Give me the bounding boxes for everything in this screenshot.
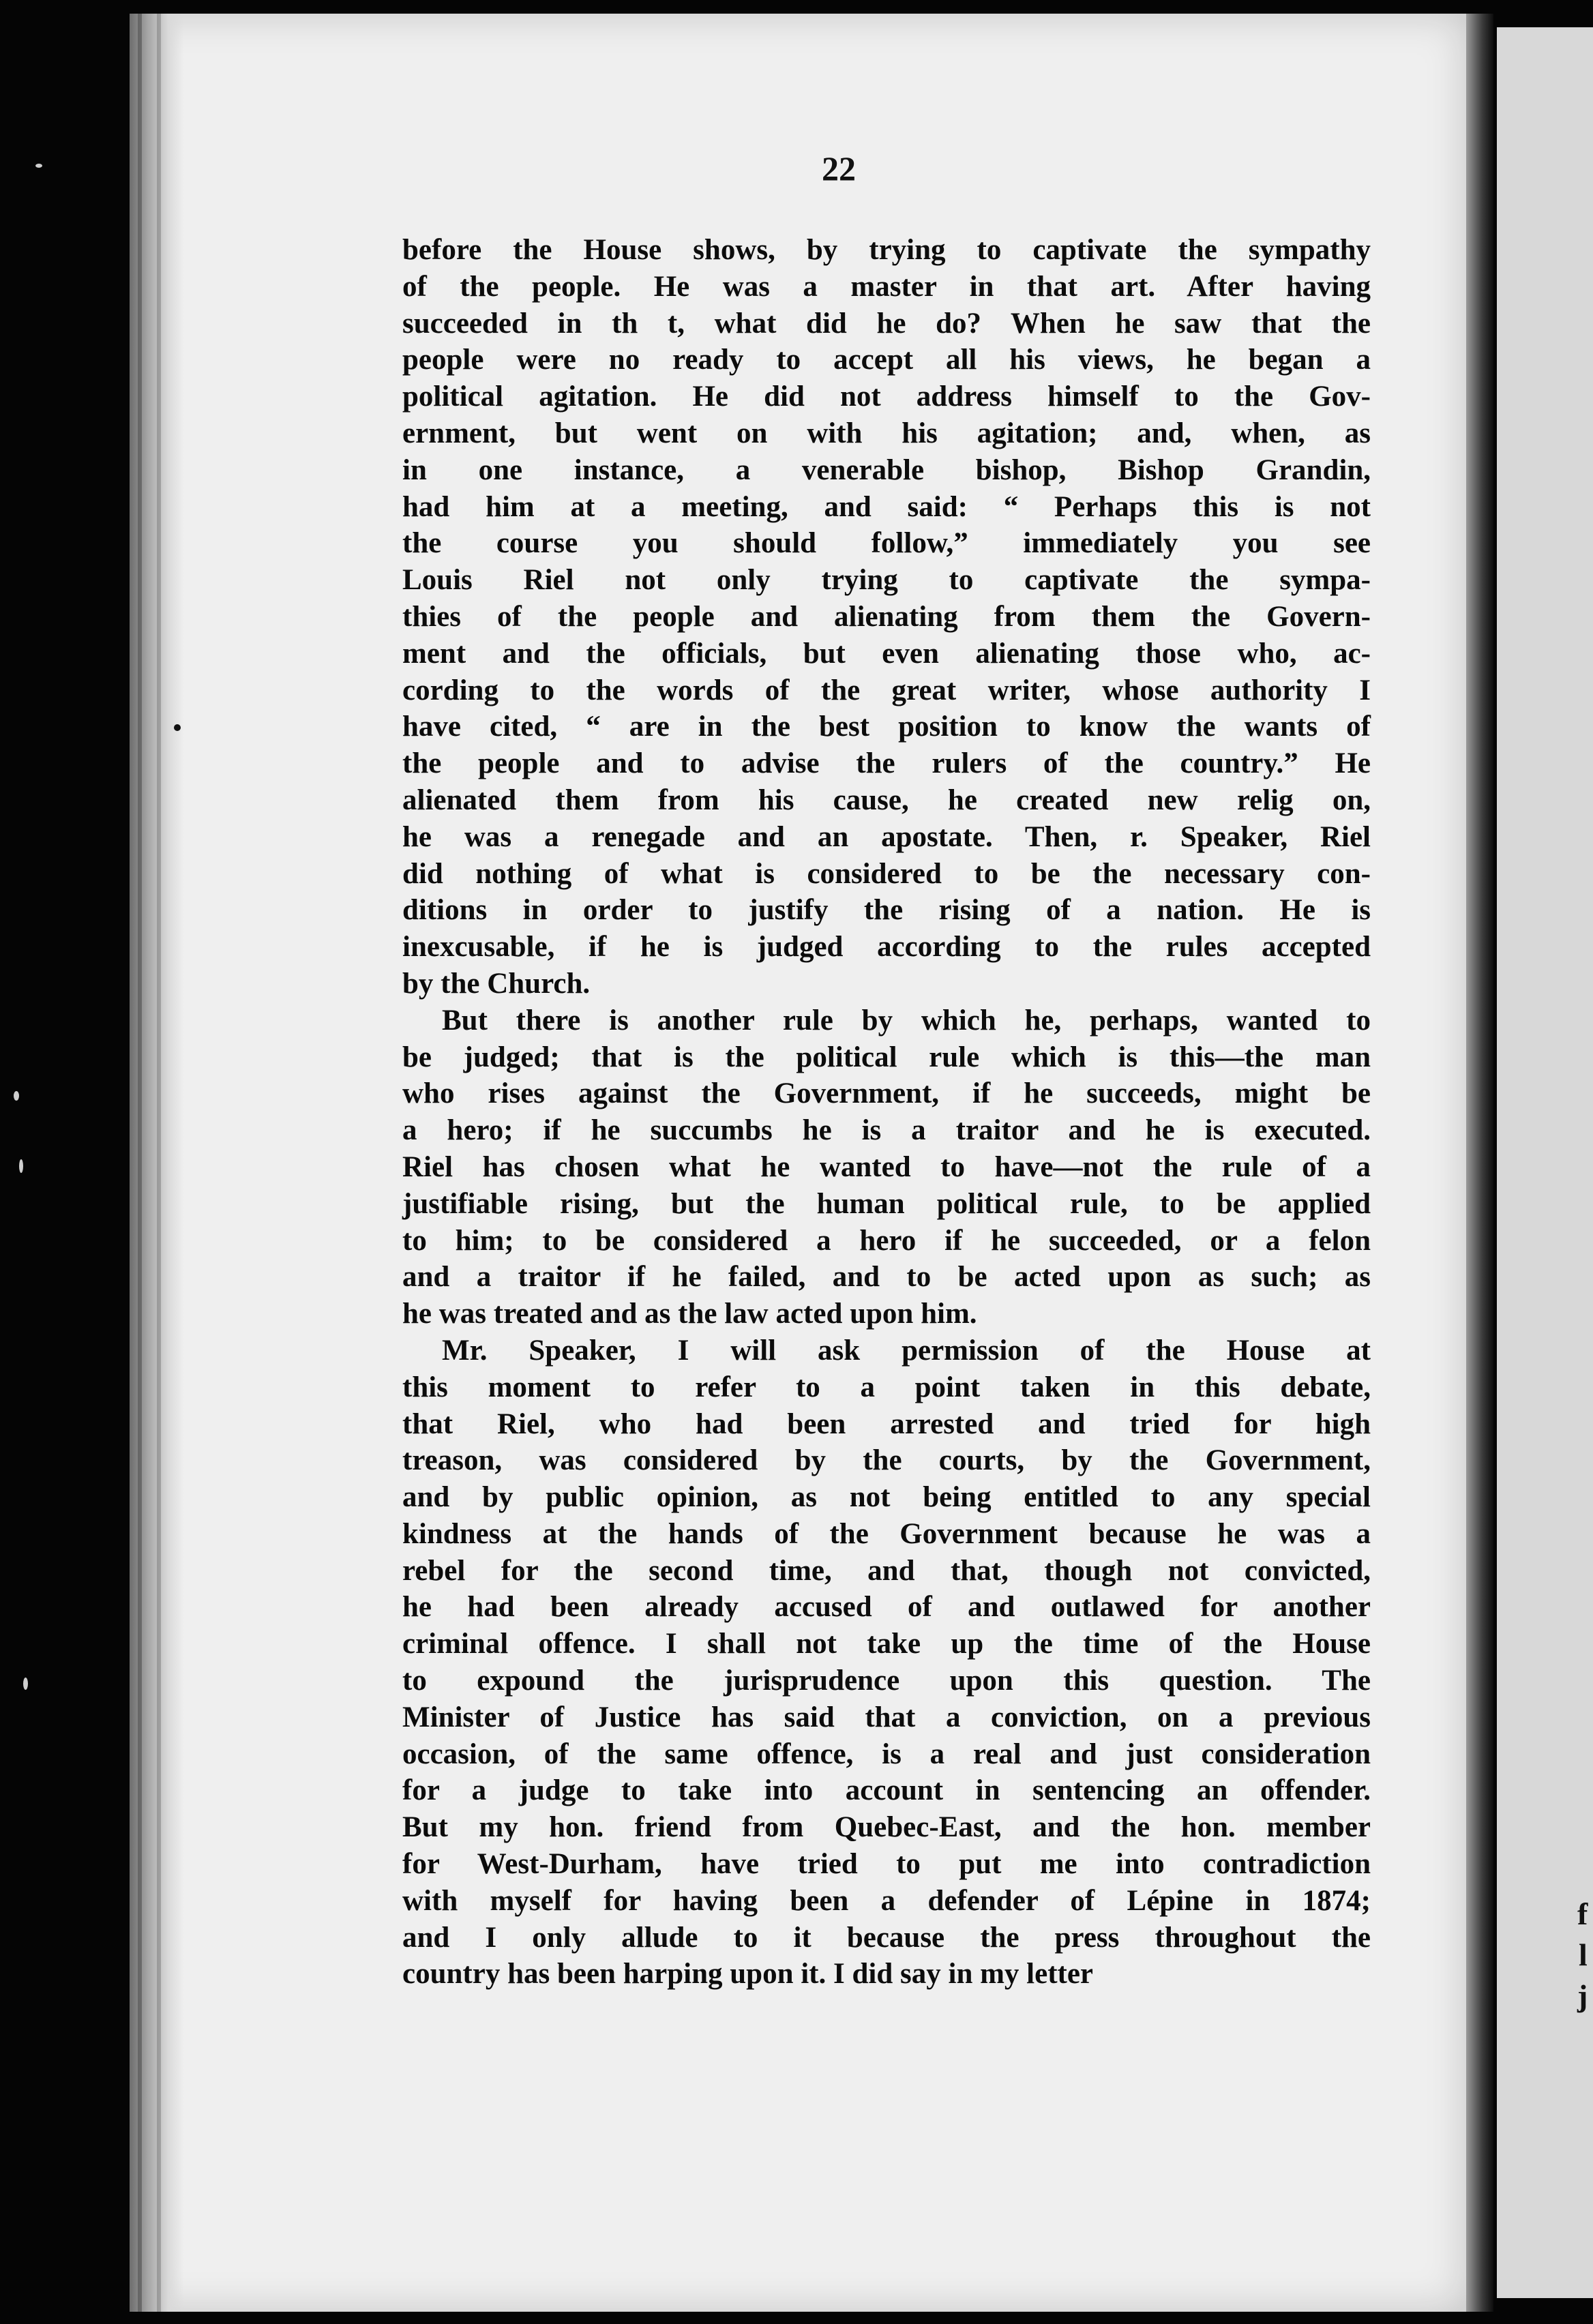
text-line: country has been harping upon it. I did say in my letter: [402, 1958, 1094, 1991]
adjacent-page-letter: f: [1577, 1896, 1588, 1931]
text-line: But my hon. friend from Quebec-East, and the hon. member: [402, 1811, 1371, 1844]
text-line: that Riel, who had been arrested and tried for high: [402, 1407, 1371, 1440]
speck: [14, 1091, 19, 1101]
text-line: for a judge to take into account in sentencing an offender.: [402, 1774, 1371, 1807]
text-line: he had been already accused of and outlawed for another: [402, 1591, 1371, 1624]
text-line: in one instance, a venerable bishop, Bishop Grandin,: [402, 453, 1371, 486]
body-text: [402, 232, 1371, 1993]
speck: [19, 1159, 23, 1173]
text-line: ment and the officials, but even alienating those who, ac-: [402, 637, 1371, 670]
text-line: occasion, of the same offence, is a real and just consideration: [402, 1738, 1371, 1770]
text-line: he was treated and as the law acted upon him.: [402, 1298, 977, 1330]
text-line: Mr. Speaker, I will ask permission of the House at: [442, 1334, 1371, 1367]
text-line: Riel has chosen what he wanted to have—not the rule of a: [402, 1150, 1371, 1183]
text-line: be judged; that is the political rule which is this—the man: [402, 1041, 1371, 1073]
text-line: political agitation. He did not address himself to the Gov-: [402, 381, 1371, 413]
text-line: thies of the people and alienating from them the Govern-: [402, 600, 1371, 633]
text-line: have cited, “ are in the best position to know the wants of: [402, 711, 1371, 743]
text-line: before the House shows, by trying to captivate the sympathy: [402, 234, 1371, 266]
text-line: the course you should follow,” immediately you see: [402, 527, 1371, 560]
text-line: rebel for the second time, and that, though not convicted,: [402, 1554, 1371, 1587]
text-line: Louis Riel not only trying to captivate the sympa-: [402, 564, 1371, 597]
text-line: did nothing of what is considered to be the necessary con-: [402, 857, 1371, 890]
gutter-line: [138, 14, 142, 2312]
text-line: with myself for having been a defender of Lépine in 1874;: [402, 1884, 1371, 1917]
gutter-line: [157, 14, 161, 2312]
text-line: this moment to refer to a point taken in this debate,: [402, 1371, 1371, 1403]
text-line: and I only allude to it because the press throughout the: [402, 1921, 1371, 1954]
text-line: and a traitor if he failed, and to be acted upon as such; as: [402, 1261, 1371, 1294]
text-line: alienated them from his cause, he created new relig on,: [402, 784, 1371, 816]
text-line: a hero; if he succumbs he is a traitor and he is executed.: [402, 1114, 1371, 1147]
text-line: kindness at the hands of the Government because he was a: [402, 1517, 1371, 1550]
text-line: criminal offence. I shall not take up the time of the House: [402, 1628, 1371, 1660]
text-line: succeeded in th t, what did he do? When he saw that the: [402, 307, 1371, 340]
speck: [23, 1678, 28, 1690]
text-line: who rises against the Government, if he succeeds, might be: [402, 1077, 1371, 1110]
page-edge-shadow: [1466, 14, 1493, 2312]
margin-dot: [174, 724, 181, 731]
text-line: for West-Durham, have tried to put me into contradiction: [402, 1848, 1371, 1881]
text-line: by the Church.: [402, 967, 591, 1000]
adjacent-page-letter: l: [1579, 1937, 1588, 1972]
text-line: justifiable rising, but the human political rule, to be applied: [402, 1187, 1371, 1220]
page-number: 22: [822, 149, 856, 188]
text-line: the people and to advise the rulers of the country.” He: [402, 747, 1371, 780]
text-line: to him; to be considered a hero if he succeeded, or a felon: [402, 1224, 1371, 1257]
text-line: people were no ready to accept all his views, he began a: [402, 344, 1371, 376]
text-line: and by public opinion, as not being entitled to any special: [402, 1481, 1371, 1514]
text-line: ditions in order to justify the rising of a nation. He is: [402, 894, 1371, 927]
adjacent-page-edge: [1497, 27, 1593, 2298]
adjacent-page-letter: j: [1577, 1978, 1588, 2013]
speck: [35, 164, 42, 168]
left-scan-margin: [0, 0, 130, 2324]
text-line: to expound the jurisprudence upon this question. The: [402, 1665, 1371, 1697]
text-line: treason, was considered by the courts, by the Government,: [402, 1444, 1371, 1477]
paragraph: [402, 232, 1371, 1002]
text-line: cording to the words of the great writer, whose authority I: [402, 674, 1371, 706]
text-line: had him at a meeting, and said: “ Perhaps this is not: [402, 490, 1371, 523]
paragraph: [402, 1332, 1371, 1993]
text-line: Minister of Justice has said that a conviction, on a previous: [402, 1701, 1371, 1733]
text-line: he was a renegade and an apostate. Then, r. Speaker, Riel: [402, 820, 1371, 853]
text-line: of the people. He was a master in that art. After having: [402, 270, 1371, 303]
text-line: inexcusable, if he is judged according to the rules accepted: [402, 931, 1371, 964]
text-line: ernment, but went on with his agitation; and, when, as: [402, 417, 1371, 449]
text-line: But there is another rule by which he, perhaps, wanted to: [442, 1004, 1371, 1037]
paragraph: [402, 1002, 1371, 1332]
